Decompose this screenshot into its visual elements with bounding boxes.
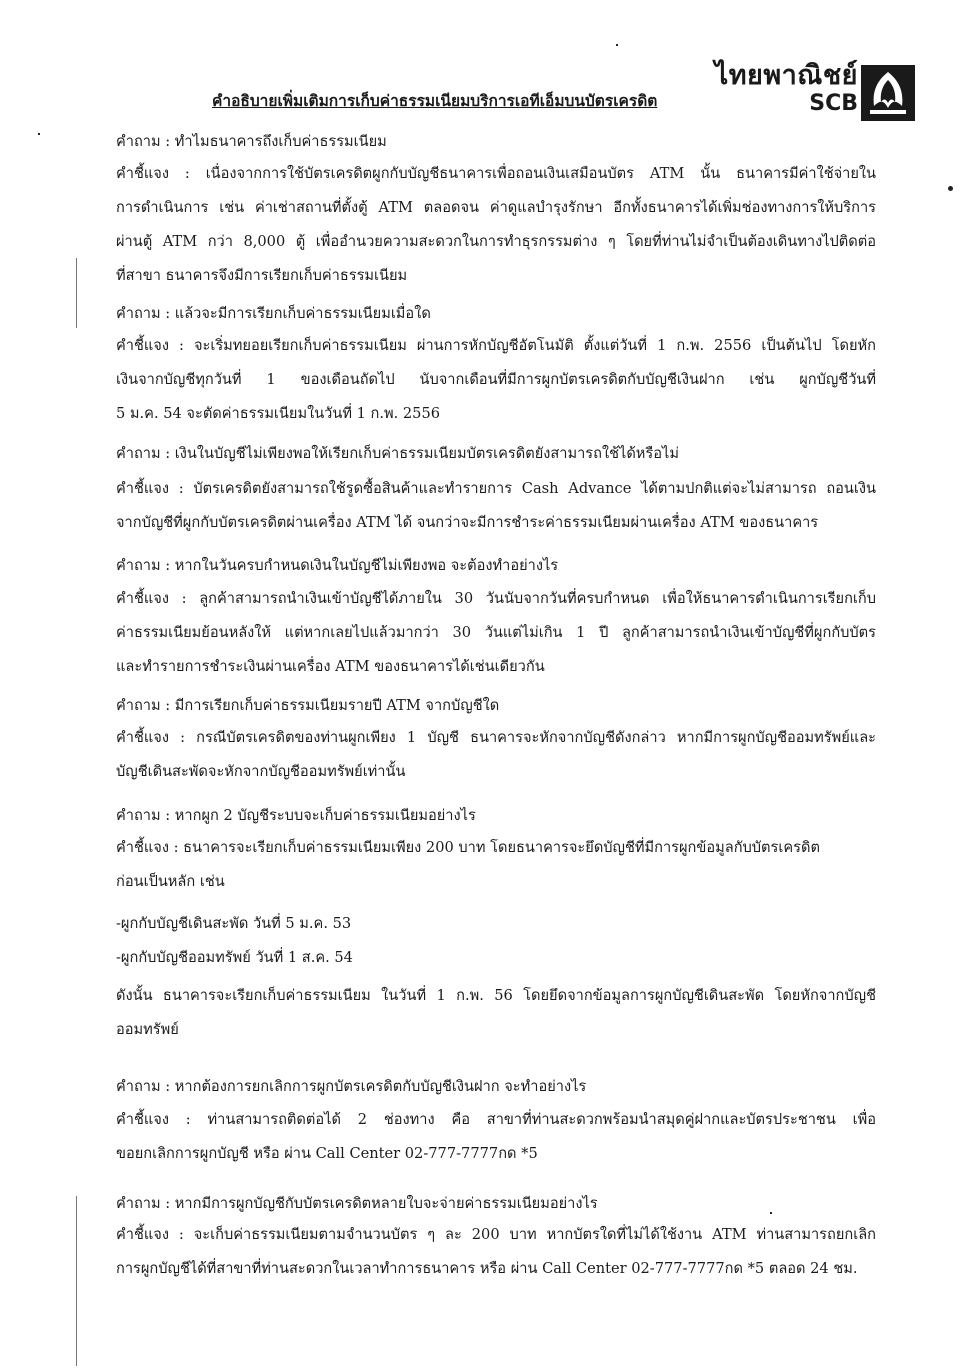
answer-line: ก่อนเป็นหลัก เช่น <box>116 873 225 890</box>
answer-line: บัญชีเดินสะพัดจะหักจากบัญชีออมทรัพย์เท่านั้น <box>116 763 406 780</box>
conclusion-paragraph <box>116 979 876 1047</box>
faq-question-4 <box>116 549 876 583</box>
question-text: คำถาม : หากมีการผูกบัญชีกับบัตรเครดิตหลายใบจะจ่ายค่าธรรมเนียมอย่างไร <box>116 1195 598 1212</box>
answer-line: จากบัญชีที่ผูกกับบัตรเครดิตผ่านเครื่อง ATM ได้ จนกว่าจะมีการชำระค่าธรรมเนียมผ่านเครื่อง ATM ของธนาคาร <box>116 514 819 531</box>
answer-line: ที่สาขา ธนาคารจึงมีการเรียกเก็บค่าธรรมเนียม <box>116 267 408 284</box>
question-text: คำถาม : หากต้องการยกเลิกการผูกบัตรเครดิตกับบัญชีเงินฝาก จะทำอย่างไร <box>116 1078 587 1095</box>
scan-speck <box>38 133 40 135</box>
answer-line: คำชี้แจง : ธนาคารจะเรียกเก็บค่าธรรมเนียมเพียง 200 บาท โดยธนาคารจะยึดบัญชีที่มีการผูกข้อมูลกับบัตรเครดิต <box>116 839 820 856</box>
faq-question-1 <box>116 125 876 159</box>
answer-line: คำชี้แจง : จะเก็บค่าธรรมเนียมตามจำนวนบัตร ๆ ละ 200 บาท หากบัตรใดที่ไม่ได้ใช้งาน ATM ท่านสามารถยกเลิก <box>116 1226 876 1243</box>
scan-speck <box>948 186 953 191</box>
answer-line: คำชี้แจง : เนื่องจากการใช้บัตรเครดิตผูกกับบัญชีธนาคารเพื่อถอนเงินเสมือนบัตร ATM นั้น ธนาคารมีค่าใช้จ่ายใน <box>116 165 876 182</box>
answer-line: ขอยกเลิกการผูกบัญชี หรือ ผ่าน Call Center 02-777-7777กด *5 <box>116 1145 538 1162</box>
answer-line: คำชี้แจง : ท่านสามารถติดต่อได้ 2 ช่องทาง คือ สาขาที่ท่านสะดวกพร้อมนำสมุดคู่ฝากและบัตรประชาชน เพื่อ <box>116 1111 876 1128</box>
scan-speck <box>616 44 618 46</box>
answer-line: การผูกบัญชีได้ที่สาขาที่ท่านสะดวกในเวลาทำการธนาคาร หรือ ผ่าน Call Center 02-777-7777กด *5 ตลอด 24 ชม. <box>116 1260 858 1277</box>
answer-line: 5 ม.ค. 54 จะตัดค่าธรรมเนียมในวันที่ 1 ก.พ. 2556 <box>116 405 441 422</box>
faq-answer-6 <box>116 831 876 899</box>
scan-speck <box>770 1212 772 1214</box>
faq-question-8 <box>116 1187 876 1221</box>
question-text: คำถาม : ทำไมธนาคารถึงเก็บค่าธรรมเนียม <box>116 133 387 150</box>
scan-edge-line <box>76 1196 77 1366</box>
faq-answer-3 <box>116 472 876 540</box>
faq-answer-1 <box>116 157 876 293</box>
answer-line: ค่าธรรมเนียมย้อนหลังให้ แต่หากเลยไปแล้วมากว่า 30 วันแต่ไม่เกิน 1 ปี ลูกค้าสามารถนำเงินเข้าบัญชีที่ผูกกับบัตร <box>116 624 876 641</box>
question-text: คำถาม : หากในวันครบกำหนดเงินในบัญชีไม่เพียงพอ จะต้องทำอย่างไร <box>116 557 559 574</box>
bank-logo-text <box>710 60 858 116</box>
scb-emblem-icon <box>860 64 916 122</box>
faq-answer-8 <box>116 1218 876 1286</box>
answer-line: การดำเนินการ เช่น ค่าเช่าสถานที่ตั้งตู้ ATM ตลอดจน ค่าดูแลบำรุงรักษา อีกทั้งธนาคารได้เพิ่มช่องทางการให้บริการ <box>116 199 876 216</box>
question-text: คำถาม : หากผูก 2 บัญชีระบบจะเก็บค่าธรรมเนียมอย่างไร <box>116 807 476 824</box>
example-item: -ผูกกับบัญชีเดินสะพัด วันที่ 5 ม.ค. 53 <box>116 915 352 932</box>
answer-line: เงินจากบัญชีทุกวันที่ 1 ของเดือนถัดไป นับจากเดือนที่มีการผูกบัตรเครดิตกับบัญชีเงินฝาก เช่น ผูกบัญชีวันที่ <box>116 371 876 388</box>
faq-question-3 <box>116 437 876 471</box>
document-title: คำอธิบายเพิ่มเติมการเก็บค่าธรรมเนียมบริการเอทีเอ็มบนบัตรเครดิต <box>212 91 658 110</box>
conclusion-line: ดังนั้น ธนาคารจะเรียกเก็บค่าธรรมเนียม ในวันที่ 1 ก.พ. 56 โดยยึดจากข้อมูลการผูกบัญชีเดินสะพัด โดยหักจากบัญชี <box>116 987 876 1004</box>
faq-answer-5 <box>116 721 876 789</box>
faq-question-2 <box>116 297 876 331</box>
scan-edge-line <box>76 258 77 328</box>
faq-answer-7 <box>116 1103 876 1171</box>
answer-line: คำชี้แจง : กรณีบัตรเครดิตของท่านผูกเพียง 1 บัญชี ธนาคารจะหักจากบัญชีดังกล่าว หากมีการผูกบัญชีออมทรัพย์และ <box>116 729 876 746</box>
question-text: คำถาม : เงินในบัญชีไม่เพียงพอให้เรียกเก็บค่าธรรมเนียมบัตรเครดิตยังสามารถใช้ได้หรือไม่ <box>116 445 679 462</box>
answer-line: คำชี้แจง : จะเริ่มทยอยเรียกเก็บค่าธรรมเนียม ผ่านการหักบัญชีอัตโนมัติ ตั้งแต่วันที่ 1 ก.พ. 2556 เป็นต้นไป โดยหัก <box>116 337 876 354</box>
example-list <box>116 907 876 975</box>
logo-thai-name: ไทยพาณิชย์ <box>714 60 858 91</box>
answer-line: คำชี้แจง : ลูกค้าสามารถนำเงินเข้าบัญชีได้ภายใน 30 วันนับจากวันที่ครบกำหนด เพื่อให้ธนาคารดำเนินการเรียกเก็บ <box>116 590 876 607</box>
answer-line: คำชี้แจง : บัตรเครดิตยังสามารถใช้รูดซื้อสินค้าและทำรายการ Cash Advance ได้ตามปกติแต่จะไม่สามารถ ถอนเงิน <box>116 480 876 497</box>
logo-english-name: SCB <box>809 91 858 116</box>
answer-line: ผ่านตู้ ATM กว่า 8,000 ตู้ เพื่ออำนวยความสะดวกในการทำธุรกรรมต่าง ๆ โดยที่ท่านไม่จำเป็นต้องเดินทางไปติดต่อ <box>116 233 876 250</box>
faq-question-7 <box>116 1070 876 1104</box>
question-text: คำถาม : มีการเรียกเก็บค่าธรรมเนียมรายปี ATM จากบัญชีใด <box>116 697 500 714</box>
faq-answer-2 <box>116 329 876 431</box>
conclusion-line: ออมทรัพย์ <box>116 1021 179 1038</box>
faq-question-6 <box>116 799 876 833</box>
question-text: คำถาม : แล้วจะมีการเรียกเก็บค่าธรรมเนียมเมื่อใด <box>116 305 431 322</box>
faq-answer-4 <box>116 582 876 684</box>
answer-line: และทำรายการชำระเงินผ่านเครื่อง ATM ของธนาคารได้เช่นเดียวกัน <box>116 658 545 675</box>
example-item: -ผูกกับบัญชีออมทรัพย์ วันที่ 1 ส.ค. 54 <box>116 949 353 966</box>
faq-question-5 <box>116 689 876 723</box>
